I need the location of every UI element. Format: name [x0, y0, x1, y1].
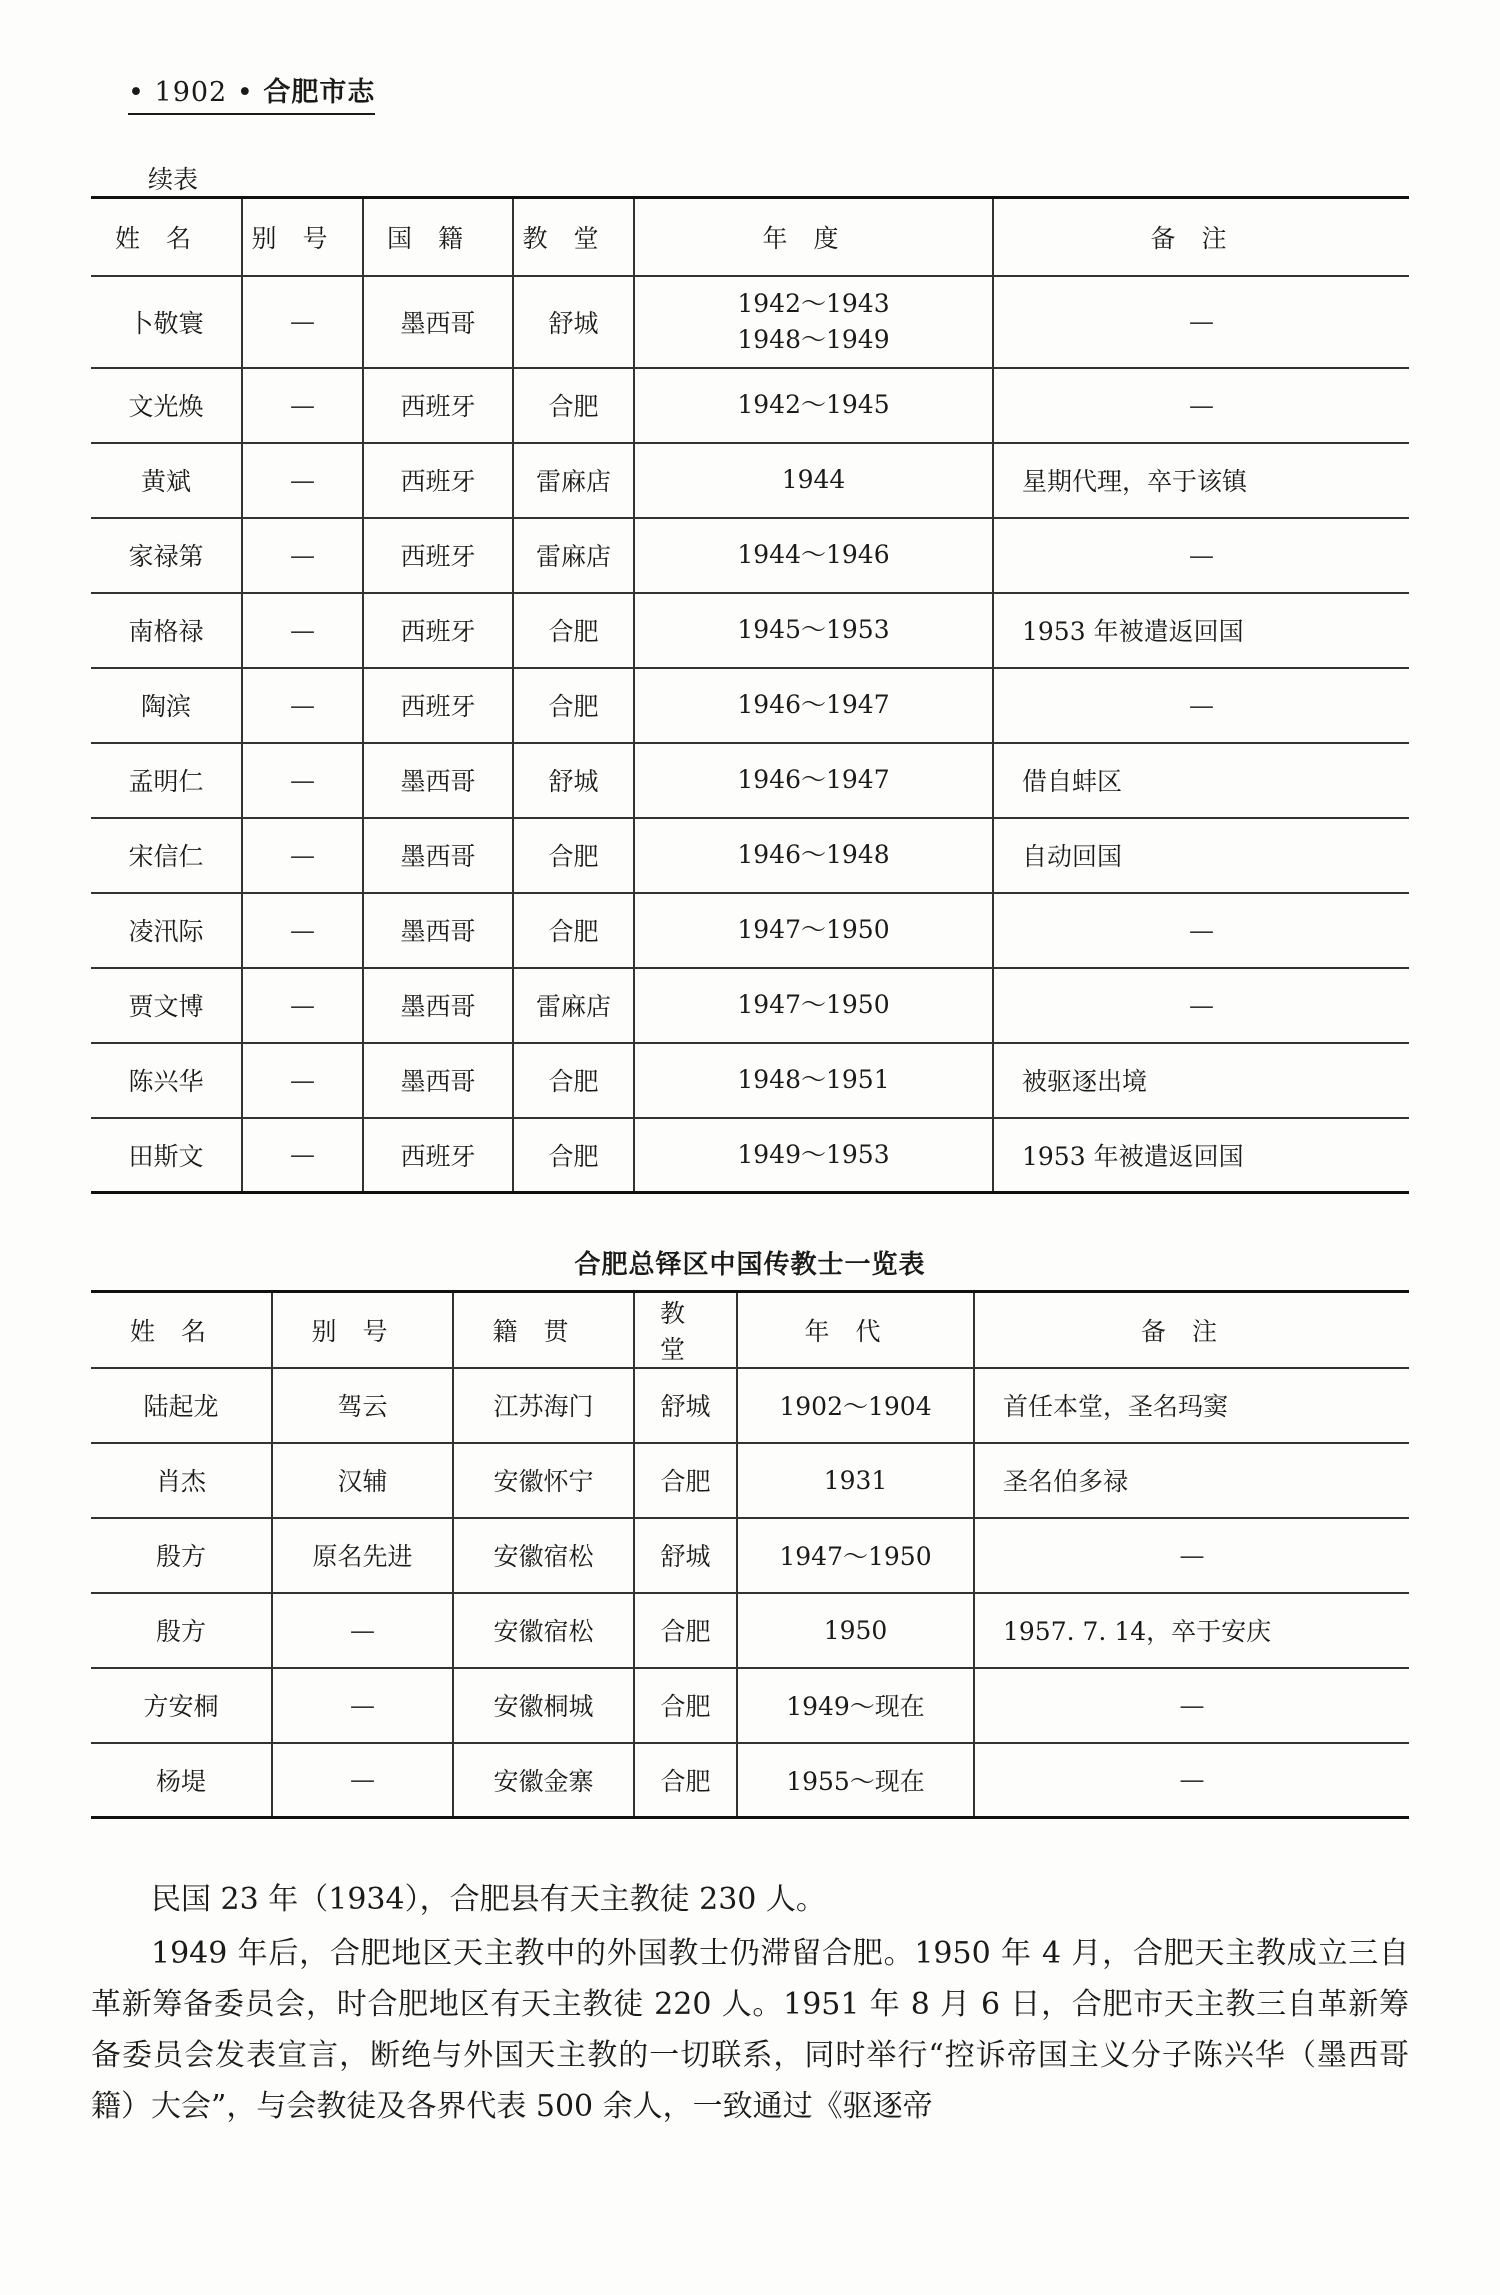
origin-cell: 安徽怀宁	[453, 1443, 634, 1518]
alias-cell: —	[242, 518, 363, 593]
foreign-missionaries-table	[91, 196, 1409, 1194]
alias-cell: 驾云	[272, 1368, 453, 1443]
note-cell: 1957. 7. 14，卒于安庆	[974, 1593, 1409, 1668]
name-cell: 陶滨	[91, 668, 242, 743]
table-title: 合肥总铎区中国传教士一览表	[574, 1250, 926, 1280]
church-cell: 合肥	[513, 368, 634, 443]
church-cell: 合肥	[634, 1443, 737, 1518]
note-cell: 自动回国	[993, 818, 1409, 893]
name-cell: 杨堤	[91, 1743, 272, 1818]
table-row	[91, 1368, 1409, 1443]
name-cell: 方安桐	[91, 1668, 272, 1743]
year-range: 1942～1943	[737, 288, 890, 318]
table-row	[91, 743, 1409, 818]
column-header: 别号	[272, 1292, 453, 1368]
chinese-missionaries-table	[91, 1290, 1409, 1819]
period-cell: 1950	[737, 1593, 974, 1668]
table-row	[91, 1668, 1409, 1743]
years-cell	[634, 968, 993, 1043]
note-cell: —	[993, 668, 1409, 743]
years-cell	[634, 743, 993, 818]
name-cell: 黄斌	[91, 443, 242, 518]
years-cell	[634, 893, 993, 968]
column-header: 教堂	[513, 198, 634, 276]
years-cell	[634, 1118, 993, 1193]
note-cell: —	[974, 1668, 1409, 1743]
note-cell: 星期代理，卒于该镇	[993, 443, 1409, 518]
column-header: 别号	[242, 198, 363, 276]
period-cell: 1947～1950	[737, 1518, 974, 1593]
table-row	[91, 893, 1409, 968]
nationality-cell: 墨西哥	[363, 1043, 513, 1118]
table-row	[91, 668, 1409, 743]
name-cell: 家禄第	[91, 518, 242, 593]
year-range: 1946～1947	[737, 690, 890, 719]
note-cell: —	[993, 368, 1409, 443]
column-header: 备注	[993, 198, 1409, 276]
nationality-cell: 西班牙	[363, 368, 513, 443]
column-header: 年代	[737, 1292, 974, 1368]
church-cell: 合肥	[513, 893, 634, 968]
church-cell: 合肥	[513, 818, 634, 893]
name-cell: 陈兴华	[91, 1043, 242, 1118]
church-cell: 舒城	[634, 1368, 737, 1443]
year-range: 1948～1949	[737, 324, 890, 354]
church-cell: 合肥	[634, 1668, 737, 1743]
name-cell: 孟明仁	[91, 743, 242, 818]
alias-cell: —	[272, 1593, 453, 1668]
table-row	[91, 368, 1409, 443]
column-header: 备注	[974, 1292, 1409, 1368]
note-cell: —	[974, 1518, 1409, 1593]
origin-cell: 安徽桐城	[453, 1668, 634, 1743]
column-header: 国籍	[363, 198, 513, 276]
nationality-cell: 墨西哥	[363, 968, 513, 1043]
church-cell: 舒城	[513, 276, 634, 368]
origin-cell: 安徽宿松	[453, 1593, 634, 1668]
table-row	[91, 518, 1409, 593]
years-cell	[634, 276, 993, 368]
church-cell: 舒城	[634, 1518, 737, 1593]
years-cell	[634, 1043, 993, 1118]
year-range: 1946～1947	[737, 765, 890, 794]
years-cell	[634, 818, 993, 893]
year-range: 1945～1953	[737, 615, 890, 644]
period-cell: 1955～现在	[737, 1743, 974, 1818]
alias-cell: —	[242, 668, 363, 743]
years-cell	[634, 368, 993, 443]
church-cell: 舒城	[513, 743, 634, 818]
name-cell: 肖杰	[91, 1443, 272, 1518]
church-cell: 雷麻店	[513, 968, 634, 1043]
table-header-row	[91, 198, 1409, 276]
church-cell: 合肥	[634, 1593, 737, 1668]
column-header: 姓名	[91, 198, 242, 276]
table-row	[91, 1443, 1409, 1518]
column-header: 年度	[634, 198, 993, 276]
nationality-cell: 西班牙	[363, 668, 513, 743]
name-cell: 殷方	[91, 1593, 272, 1668]
note-cell: 圣名伯多禄	[974, 1443, 1409, 1518]
year-range: 1947～1950	[737, 990, 890, 1019]
column-header: 姓名	[91, 1292, 272, 1368]
alias-cell: —	[242, 368, 363, 443]
alias-cell: —	[242, 1043, 363, 1118]
alias-cell: —	[242, 743, 363, 818]
period-cell: 1902～1904	[737, 1368, 974, 1443]
church-cell: 合肥	[513, 1118, 634, 1193]
name-cell: 文光焕	[91, 368, 242, 443]
year-range: 1948～1951	[737, 1065, 890, 1094]
church-cell: 合肥	[634, 1743, 737, 1818]
note-cell: —	[993, 893, 1409, 968]
nationality-cell: 西班牙	[363, 593, 513, 668]
year-range: 1942～1945	[737, 390, 890, 419]
origin-cell: 安徽宿松	[453, 1518, 634, 1593]
year-range: 1944	[781, 465, 846, 494]
table-row	[91, 1743, 1409, 1818]
years-cell	[634, 668, 993, 743]
alias-cell: —	[272, 1743, 453, 1818]
note-cell: —	[993, 276, 1409, 368]
alias-cell: —	[242, 818, 363, 893]
table-row	[91, 1118, 1409, 1193]
alias-cell: —	[272, 1668, 453, 1743]
book-title: 合肥市志	[263, 77, 376, 108]
table-row	[91, 968, 1409, 1043]
table-row	[91, 1043, 1409, 1118]
column-header: 籍贯	[453, 1292, 634, 1368]
nationality-cell: 墨西哥	[363, 893, 513, 968]
table-row	[91, 1593, 1409, 1668]
name-cell: 贾文博	[91, 968, 242, 1043]
table-row	[91, 1518, 1409, 1593]
table-row	[91, 593, 1409, 668]
origin-cell: 江苏海门	[453, 1368, 634, 1443]
alias-cell: 汉辅	[272, 1443, 453, 1518]
note-cell: 借自蚌区	[993, 743, 1409, 818]
years-cell	[634, 593, 993, 668]
name-cell: 宋信仁	[91, 818, 242, 893]
alias-cell: —	[242, 443, 363, 518]
church-cell: 合肥	[513, 668, 634, 743]
church-cell: 雷麻店	[513, 518, 634, 593]
name-cell: 凌汛际	[91, 893, 242, 968]
origin-cell: 安徽金寨	[453, 1743, 634, 1818]
name-cell: 卜敬寰	[91, 276, 242, 368]
years-cell	[634, 443, 993, 518]
table-row	[91, 443, 1409, 518]
nationality-cell: 墨西哥	[363, 818, 513, 893]
note-cell: 1953 年被遣返回国	[993, 1118, 1409, 1193]
name-cell: 南格禄	[91, 593, 242, 668]
column-header: 教堂	[634, 1292, 737, 1368]
paragraph: 民国 23 年（1934），合肥县有天主教徒 230 人。	[151, 1882, 826, 1917]
table-row	[91, 818, 1409, 893]
name-cell: 陆起龙	[91, 1368, 272, 1443]
nationality-cell: 西班牙	[363, 443, 513, 518]
year-range: 1944～1946	[737, 540, 890, 569]
year-range: 1949～1953	[737, 1139, 890, 1169]
table-row	[91, 276, 1409, 368]
year-range: 1946～1948	[737, 840, 890, 869]
note-cell: 被驱逐出境	[993, 1043, 1409, 1118]
note-cell: 1953 年被遣返回国	[993, 593, 1409, 668]
period-cell: 1949～现在	[737, 1668, 974, 1743]
name-cell: 殷方	[91, 1518, 272, 1593]
note-cell: 首任本堂，圣名玛窦	[974, 1368, 1409, 1443]
alias-cell: 原名先进	[272, 1518, 453, 1593]
church-cell: 合肥	[513, 593, 634, 668]
nationality-cell: 西班牙	[363, 518, 513, 593]
years-cell	[634, 518, 993, 593]
nationality-cell: 西班牙	[363, 1118, 513, 1193]
alias-cell: —	[242, 593, 363, 668]
name-cell: 田斯文	[91, 1118, 242, 1193]
alias-cell: —	[242, 968, 363, 1043]
nationality-cell: 墨西哥	[363, 743, 513, 818]
note-cell: —	[993, 518, 1409, 593]
page-number: 1902	[154, 77, 228, 108]
alias-cell: —	[242, 276, 363, 368]
year-range: 1947～1950	[737, 915, 890, 944]
church-cell: 合肥	[513, 1043, 634, 1118]
table-header-row	[91, 1292, 1409, 1368]
continuation-label: 续表	[148, 165, 199, 194]
period-cell: 1931	[737, 1443, 974, 1518]
paragraph: 1949 年后，合肥地区天主教中的外国教士仍滞留合肥。1950 年 4 月，合肥天主教成立三自革新筹备委员会，时合肥地区有天主教徒 220 人。1951 年 8 月 6 日，合肥市天主教三自革新筹备委员会发表宣言，断绝与外国天主教的一切联系，同时举行“控诉帝国主义分子陈兴华（墨西哥籍）大会”，与会教徒及各界代表 500 余人，一致通过《驱逐帝	[91, 1936, 1409, 2124]
church-cell: 雷麻店	[513, 443, 634, 518]
page-header: • 1902 • 合肥市志	[128, 70, 375, 115]
alias-cell: —	[242, 893, 363, 968]
note-cell: —	[974, 1743, 1409, 1818]
alias-cell: —	[242, 1118, 363, 1193]
note-cell: —	[993, 968, 1409, 1043]
nationality-cell: 墨西哥	[363, 276, 513, 368]
